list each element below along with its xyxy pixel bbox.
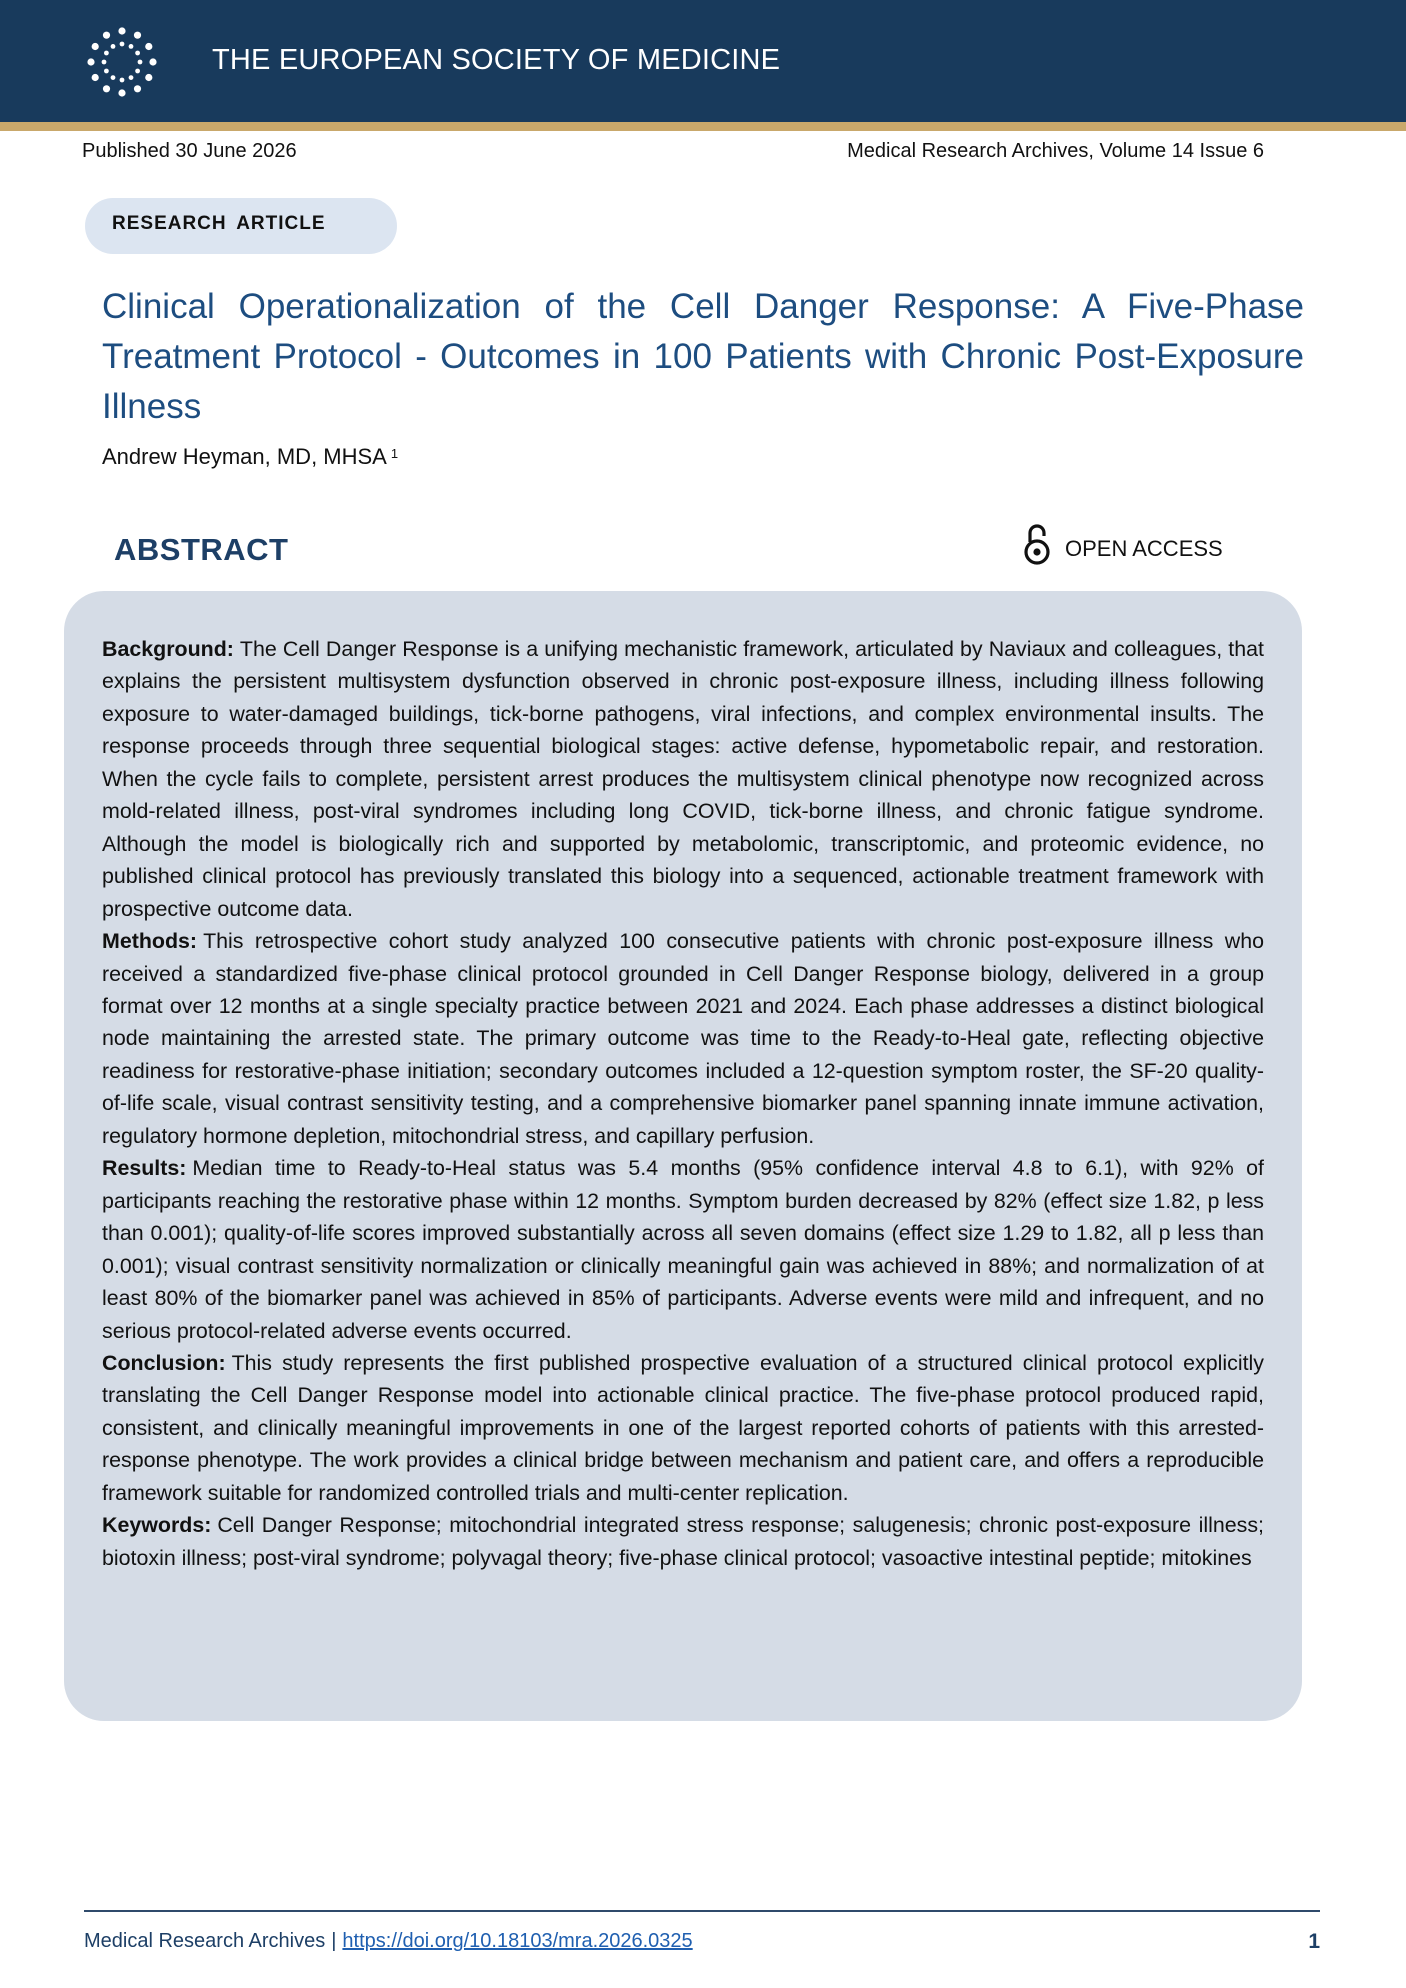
society-name: THE EUROPEAN SOCIETY OF MEDICINE bbox=[212, 44, 781, 76]
page-number: 1 bbox=[1308, 1930, 1320, 1953]
abstract-section-label: Results: bbox=[102, 1156, 187, 1181]
footer-journal-name: Medical Research Archives bbox=[84, 1930, 326, 1952]
article-title: Clinical Operationalization of the Cell Danger Response: A Five-Phase Treatment Protocol - Outcomes in 100 Patients with Chronic Post-Exposure Illness bbox=[102, 287, 1304, 426]
journal-issue: Medical Research Archives, Volume 14 Issue 6 bbox=[847, 140, 1264, 162]
abstract-section-label: Keywords: bbox=[102, 1513, 212, 1538]
abstract-heading: ABSTRACT bbox=[114, 532, 289, 567]
author-name: Andrew Heyman, MD, MHSA bbox=[102, 444, 387, 469]
abstract-section-text: This study represents the first published prospective evaluation of a structured clinical protocol explicitly translating the Cell Danger Response model into actionable clinical practice. The five-phase protocol produced rapid, consistent, and clinically meaningful improvements in one of the largest reported cohorts of patients with this arrested-response phenotype. The work provides a clinical bridge between mechanism and patient care, and offers a reproducible framework suitable for randomized controlled trials and multi-center replication. bbox=[102, 1350, 1264, 1505]
abstract-section-conclusion bbox=[102, 1347, 1264, 1509]
society-wreath-logo bbox=[86, 26, 158, 98]
abstract-section-label: Methods: bbox=[102, 929, 198, 954]
open-access-label: OPEN ACCESS bbox=[1065, 536, 1223, 561]
author-line bbox=[102, 444, 398, 470]
doi-link[interactable]: https://doi.org/10.18103/mra.2026.0325 bbox=[342, 1930, 693, 1952]
open-access-lock-icon bbox=[1022, 522, 1052, 566]
abstract-section-text: Median time to Ready-to-Heal status was 5.4 months (95% confidence interval 4.8 to 6.1), with 92% of participants reaching the restorative phase within 12 months. Symptom burden decreased by 82% (effect size 1.82, p less than 0.001); quality-of-life scores improved substantially across all seven domains (effect size 1.29 to 1.82, all p less than 0.001); visual contrast sensitivity normalization or clinically meaningful gain was achieved in 88%; and normalization of at least 80% of the biomarker panel was achieved in 85% of participants. Adverse events were mild and infrequent, and no serious protocol-related adverse events occurred. bbox=[102, 1156, 1264, 1343]
footer-separator: | bbox=[331, 1930, 337, 1952]
footer-divider bbox=[84, 1910, 1320, 1912]
article-type-badge: RESEARCH ARTICLE bbox=[85, 198, 397, 254]
abstract-section-background bbox=[102, 633, 1264, 925]
abstract-section-results bbox=[102, 1152, 1264, 1347]
abstract-section-methods bbox=[102, 925, 1264, 1152]
abstract-section-keywords bbox=[102, 1509, 1264, 1574]
abstract-section-text: This retrospective cohort study analyzed 100 consecutive patients with chronic post-exposure illness who received a standardized five-phase clinical protocol grounded in Cell Danger Response biology, delivered in a group format over 12 months at a single specialty practice between 2021 and 2024. Each phase addresses a distinct biological node maintaining the arrested state. The primary outcome was time to the Ready-to-Heal gate, reflecting objective readiness for restorative-phase initiation; secondary outcomes included a 12-question symptom roster, the SF-20 quality-of-life scale, visual contrast sensitivity testing, and a comprehensive biomarker panel spanning innate immune activation, regulatory hormone depletion, mitochondrial stress, and capillary perfusion. bbox=[102, 929, 1264, 1148]
abstract-section-text: The Cell Danger Response is a unifying mechanistic framework, articulated by Naviaux and colleagues, that explains the persistent multisystem dysfunction observed in chronic post-exposure illness, including illness following exposure to water-damaged buildings, tick-borne pathogens, viral infections, and complex environmental insults. The response proceeds through three sequential biological stages: active defense, hypometabolic repair, and restoration. When the cycle fails to complete, persistent arrest produces the multisystem clinical phenotype now recognized across mold-related illness, post-viral syndromes including long COVID, tick-borne illness, and chronic fatigue syndrome. Although the model is biologically rich and supported by metabolomic, transcriptomic, and proteomic evidence, no published clinical protocol has previously translated this biology into a sequenced, actionable treatment framework with prospective outcome data. bbox=[102, 637, 1264, 921]
abstract-section-label: Background: bbox=[102, 637, 234, 661]
abstract-section-text: Cell Danger Response; mitochondrial integrated stress response; salugenesis; chronic post-exposure illness; biotoxin illness; post-viral syndrome; polyvagal theory; five-phase clinical protocol; vasoactive intestinal peptide; mitokines bbox=[102, 1513, 1264, 1570]
header-accent-rule bbox=[0, 122, 1406, 131]
publication-date: Published 30 June 2026 bbox=[82, 140, 297, 162]
abstract-section-label: Conclusion: bbox=[102, 1350, 226, 1375]
footer-citation bbox=[84, 1930, 693, 1953]
abstract-body bbox=[102, 633, 1264, 1574]
author-affiliation-mark: 1 bbox=[390, 446, 399, 461]
